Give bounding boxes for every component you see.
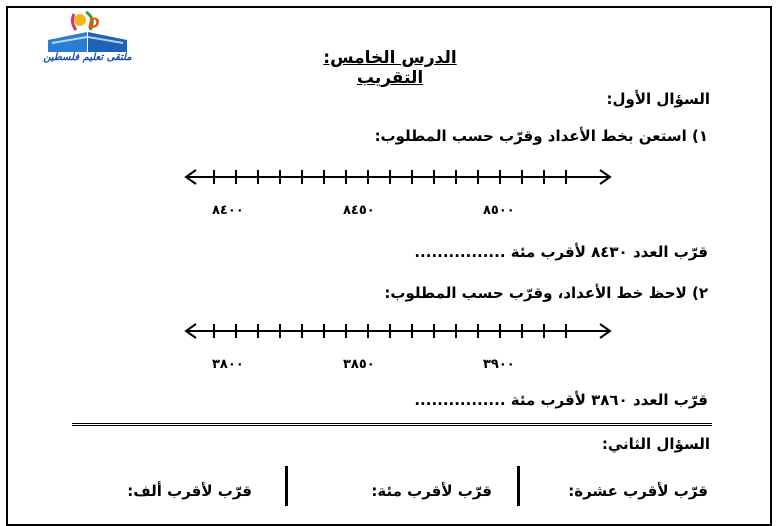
section-divider: [72, 423, 712, 426]
number-line-1: [180, 164, 620, 190]
question2-heading: السؤال الثاني:: [601, 435, 710, 453]
question1-item2-instruction: ٢) لاحظ خط الأعداد، وقرّب حسب المطلوب:: [384, 284, 708, 302]
number-line-2-label: ٣٨٠٠: [212, 357, 244, 372]
number-line-2-label: ٣٨٥٠: [343, 357, 375, 372]
book-logo-icon: [30, 8, 145, 54]
question2-column-hundreds: قرّب لأقرب مئة:: [371, 482, 492, 500]
number-line-2-label: ٣٩٠٠: [483, 357, 515, 372]
question1-item2-answer: قرّب العدد ٣٨٦٠ لأقرب مئة ................: [414, 391, 708, 409]
question2-column-tens: قرّب لأقرب عشرة:: [568, 482, 708, 500]
question1-item1-instruction: ١) استعن بخط الأعداد وقرّب حسب المطلوب:: [374, 127, 708, 145]
number-line-1-label: ٨٥٠٠: [483, 203, 515, 218]
number-line-1-label: ٨٤٥٠: [343, 203, 375, 218]
question1-heading: السؤال الأول:: [606, 90, 710, 108]
logo-text: ملتقى تعليم فلسطين: [43, 52, 132, 63]
column-divider: [285, 466, 288, 506]
question2-column-thousands: قرّب لأقرب ألف:: [127, 482, 252, 500]
question1-item1-answer: قرّب العدد ٨٤٣٠ لأقرب مئة ................: [414, 243, 708, 261]
logo: [30, 8, 145, 70]
svg-text:D: D: [88, 16, 100, 32]
column-divider: [517, 466, 520, 506]
number-line-1-label: ٨٤٠٠: [212, 203, 244, 218]
number-line-2: [180, 318, 620, 344]
lesson-title: الدرس الخامس: التقريب: [323, 48, 457, 88]
